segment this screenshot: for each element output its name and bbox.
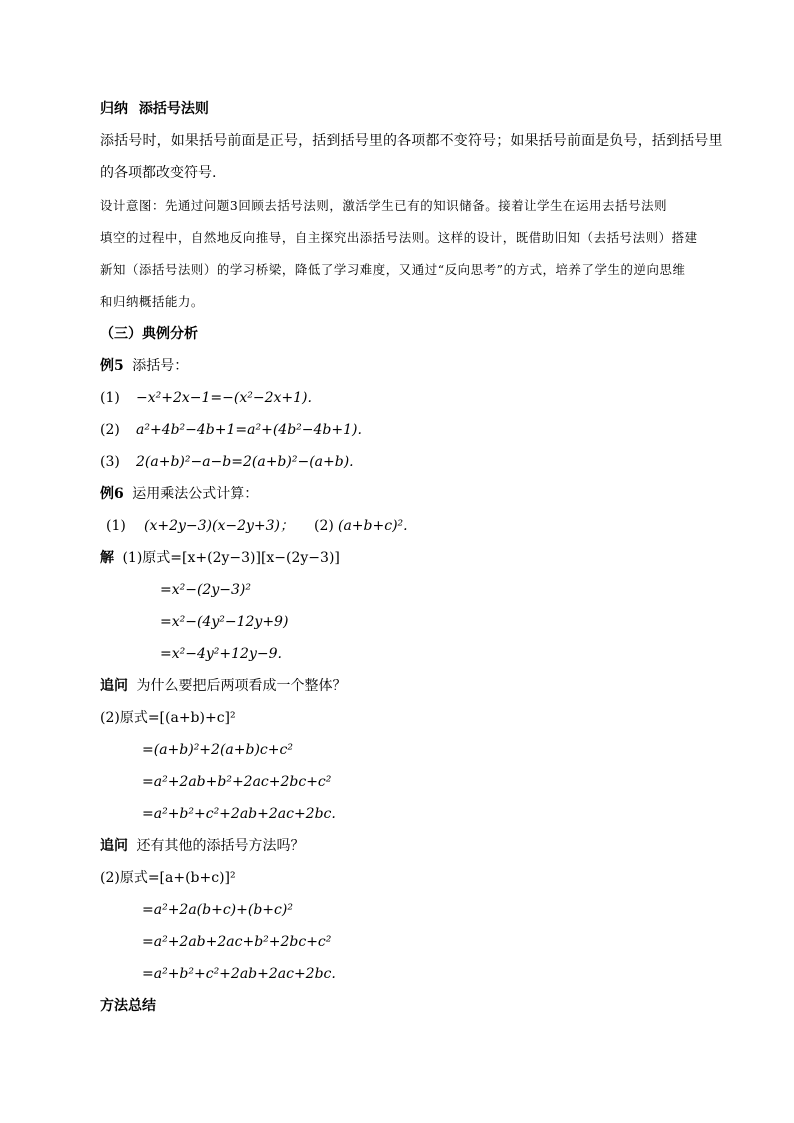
design-intent-line-3: 新知（添括号法则）的学习桥梁，降低了学习难度，又通过“反向思考”的方式，培养了学生的逆向思维 — [100, 262, 686, 277]
solution2a-step-1: (2)原式=[(a+b)+c]² — [100, 710, 236, 726]
example5-item-expression: 2(a+b)²−a−b=2(a+b)²−(a+b). — [136, 454, 354, 470]
example5-label: 例5 — [100, 358, 124, 374]
example5-item-3 — [100, 452, 354, 472]
problem1-number: (1) — [106, 518, 126, 534]
induction-title: 添括号法则 — [138, 101, 209, 117]
followup-label: 追问 — [100, 838, 128, 854]
solution1-step-3: =x²−(4y²−12y+9) — [160, 614, 289, 630]
design-intent-line-1: 设计意图：先通过问题3回顾去括号法则，激活学生已有的知识储备。接着让学生在运用去括号法则 — [100, 198, 668, 213]
example5-item-2 — [100, 420, 362, 440]
example6-problems — [106, 516, 408, 536]
solution2b-step-3: =a²+2ab+2ac+b²+2bc+c² — [142, 934, 332, 950]
solution-step: (1)原式=[x+(2y−3)][x−(2y−3)] — [122, 550, 340, 566]
problem2-number: (2) — [314, 518, 334, 534]
followup-label: 追问 — [100, 678, 128, 694]
solution2b-step-1: (2)原式=[a+(b+c)]² — [100, 870, 236, 886]
induction-label: 归纳 — [100, 101, 128, 117]
solution2b-step-2: =a²+2a(b+c)+(b+c)² — [142, 902, 293, 918]
example5-item-number: (3) — [100, 454, 120, 470]
problem2-expression: (a+b+c)². — [338, 518, 408, 534]
solution1-step-2: =x²−(2y−3)² — [160, 582, 251, 598]
example5-item-1 — [100, 388, 312, 408]
design-intent-line-2: 填空的过程中，自然地反向推导，自主探究出添括号法则。这样的设计，既借助旧知（去括号法则）搭建 — [100, 230, 698, 245]
method-summary-title: 方法总结 — [100, 998, 156, 1014]
solution2b-step-4: =a²+b²+c²+2ab+2ac+2bc. — [142, 966, 336, 982]
problem1-expression: (x+2y−3)(x−2y+3)； — [144, 518, 295, 534]
example5-item-expression: −x²+2x−1=−(x²−2x+1). — [136, 390, 312, 406]
solution-label: 解 — [100, 550, 114, 566]
induction-heading — [100, 99, 209, 119]
design-intent-line-4: 和归纳概括能力。 — [100, 294, 204, 309]
example5-heading — [100, 356, 188, 376]
example5-item-number: (2) — [100, 422, 120, 438]
solution1-step-4: =x²−4y²+12y−9. — [160, 646, 282, 662]
example6-heading — [100, 484, 258, 504]
followup-question-2 — [100, 836, 304, 856]
rule-line-2: 的各项都改变符号. — [100, 165, 217, 181]
followup-question-1 — [100, 676, 346, 696]
solution2a-step-3: =a²+2ab+b²+2ac+2bc+c² — [142, 774, 332, 790]
example6-label: 例6 — [100, 486, 124, 502]
example5-text: 添括号： — [132, 358, 189, 374]
example5-item-number: (1) — [100, 390, 120, 406]
followup-text: 为什么要把后两项看成一个整体？ — [136, 678, 347, 694]
solution2a-step-4: =a²+b²+c²+2ab+2ac+2bc. — [142, 806, 336, 822]
example5-item-expression: a²+4b²−4b+1=a²+(4b²−4b+1). — [136, 422, 362, 438]
section-title: （三）典例分析 — [100, 326, 198, 342]
example6-text: 运用乘法公式计算： — [132, 486, 259, 502]
rule-line-1: 添括号时，如果括号前面是正号，括到括号里的各项都不变符号；如果括号前面是负号，括到括号里 — [100, 133, 723, 149]
solution2a-step-2: =(a+b)²+2(a+b)c+c² — [142, 742, 293, 758]
followup-text: 还有其他的添括号方法吗？ — [136, 838, 305, 854]
solution1-line-1 — [100, 548, 340, 568]
